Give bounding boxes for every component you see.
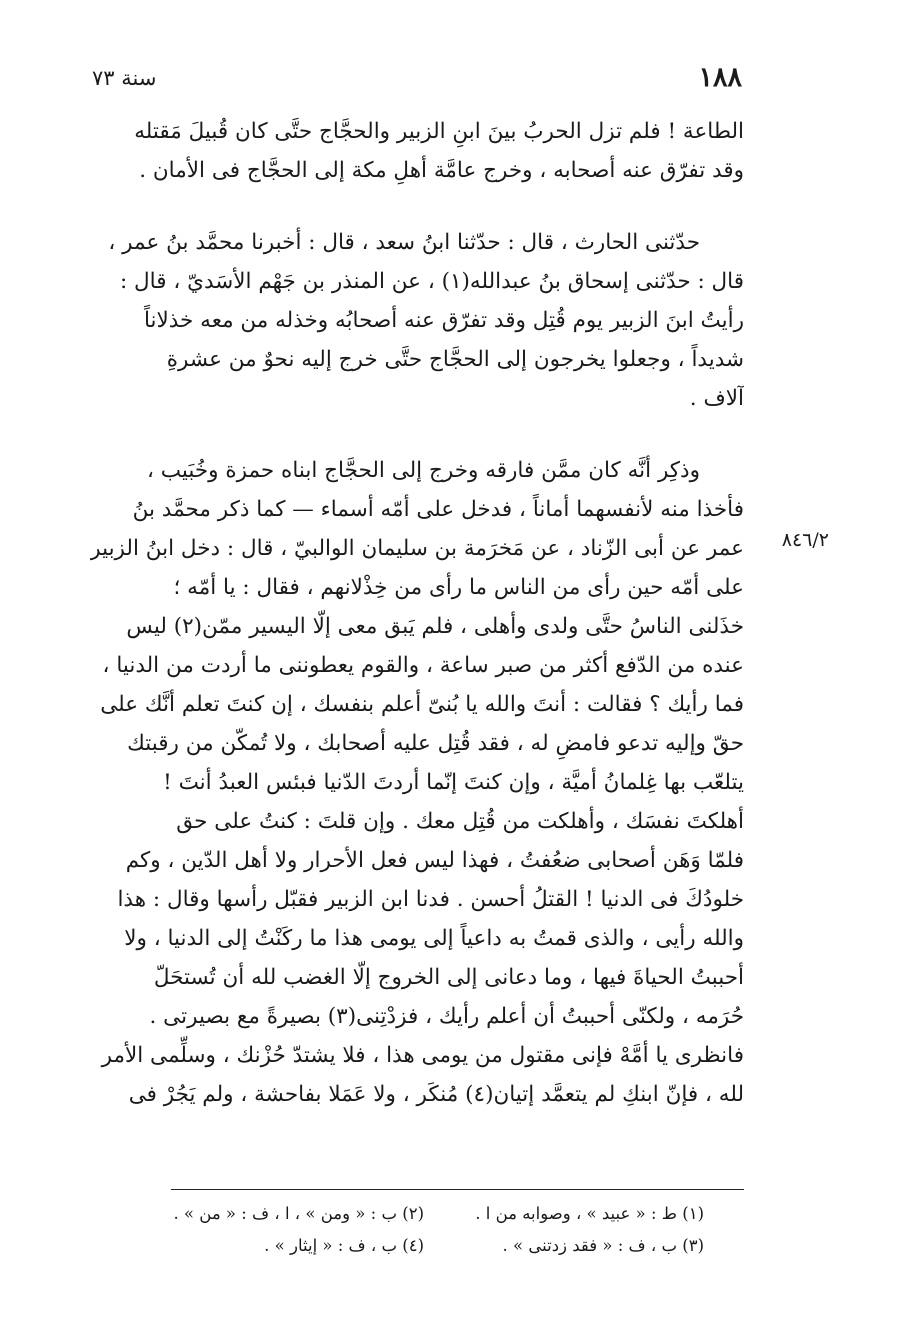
text-line: وذكِر أنَّه كان ممَّن فارقه وخرج إلى الحجَّاج ابناه حمزة وخُبَيب ، <box>147 458 700 483</box>
text-line: عنده من الدّفع أكثر من صبر ساعة ، والقوم يعطوننى ما أردت من الدنيا ، <box>102 653 744 678</box>
text-line: أحببتُ الحياةَ فيها ، وما دعانى إلى الخروج إلّا الغضب لله أن تُستحَلّ <box>153 965 744 990</box>
text-line: حدّثنى الحارث ، قال : حدّثنا ابنُ سعد ، قال : أخبرنا محمَّد بنُ عمر ، <box>108 230 700 255</box>
text-line: يتلعّب بها غِلمانُ أميَّة ، وإن كنتَ إنّما أردتَ الدّنيا فبئس العبدُ أنتَ ! <box>163 770 744 795</box>
footnote: (٣) ب ، ف : « فقد زدتنى » . <box>502 1236 704 1255</box>
text-line: حُرَمه ، ولكنّى أحببتُ أن أعلم رأيك ، فزدْتِنى(٣) بصيرةً مع بصيرتى . <box>149 1004 744 1029</box>
text-line: خلودُكَ فى الدنيا ! القتلُ أحسن . فدنا ابن الزبير فقبّل رأسها وقال : هذا <box>117 887 744 912</box>
text-line: فانظرى يا أمَّهْ فإنى مقتول من يومى هذا ، فلا يشتدّ حُزْنك ، وسلِّمى الأمر <box>101 1043 744 1068</box>
text-line: شديداً ، وجعلوا يخرجون إلى الحجَّاج حتَّى خرج إليه نحوٌ من عشرةِ <box>166 347 744 372</box>
text-line: الطاعة ! فلم تزل الحربُ بينَ ابنِ الزبير والحجَّاج حتَّى كان قُبيلَ مَقتله <box>134 119 744 144</box>
footnote: (١) ط : « عبيد » ، وصوابه من ا . <box>475 1204 704 1223</box>
footnote: (٤) ب ، ف : « إيثار » . <box>264 1236 424 1255</box>
main-text <box>90 112 829 1114</box>
text-line: عمر عن أبى الزّناد ، عن مَخرَمة بن سليمان الوالبيّ ، قال : دخل ابنُ الزبير <box>90 536 744 561</box>
footnote: (٢) ب : « ومن » ، ا ، ف : « من » . <box>173 1204 424 1223</box>
margin-reference: ٨٤٦/٢ <box>781 529 829 551</box>
text-line: فما رأيك ؟ فقالت : أنتَ والله يا بُنىّ أعلم بنفسك ، إن كنتَ تعلم أنَّك على <box>100 692 744 717</box>
text-line: فلمّا وَهَن أصحابى ضعُفتُ ، فهذا ليس فعل الأحرار ولا أهل الدّين ، وكم <box>125 848 744 873</box>
page-header <box>92 62 742 102</box>
footnote-separator <box>171 1189 744 1190</box>
running-head: سنة ٧٣ <box>92 66 157 90</box>
text-line: لله ، فإنّ ابنكِ لم يتعمَّد إتيان(٤) مُنكَر ، ولا عَمَلا بفاحشة ، ولم يَجُرْ فى <box>128 1082 744 1107</box>
text-line: خذَلنى الناسُ حتَّى ولدى وأهلى ، فلم يَبق معى إلّا اليسير ممّن(٢) ليس <box>126 614 744 639</box>
text-line: قال : حدّثنى إسحاق بنُ عبدالله(١) ، عن المنذر بن جَهْم الأسَديّ ، قال : <box>119 269 744 294</box>
text-line: أهلكتَ نفسَك ، وأهلكت من قُتِل معك . وإن قلتَ : كنتُ على حق <box>176 809 744 834</box>
page-number: ١٨٨ <box>698 62 742 93</box>
text-line: آلاف . <box>689 386 744 411</box>
text-line: فأخذا منه لأنفسهما أماناً ، فدخل على أمّه أسماء — كما ذكر محمَّد بنُ <box>132 497 744 522</box>
text-line: وقد تفرّق عنه أصحابه ، وخرج عامَّة أهلِ مكة إلى الحجَّاج فى الأمان . <box>139 158 744 183</box>
footnotes <box>130 1198 704 1262</box>
text-line: رأيتُ ابنَ الزبير يوم قُتِل وقد تفرّق عنه أصحابُه وخذله من معه خذلاناً <box>143 308 744 333</box>
text-line: حقّ وإليه تدعو فامضِ له ، فقد قُتِل عليه أصحابك ، ولا تُمكّن من رقبتك <box>127 731 744 756</box>
text-line: والله رأيى ، والذى قمتُ به داعياً إلى يومى هذا ما ركَنْتُ إلى الدنيا ، ولا <box>124 926 744 951</box>
text-line: على أمّه حين رأى من الناس ما رأى من خِذْلانهم ، فقال : يا أمّه ؛ <box>173 575 744 600</box>
